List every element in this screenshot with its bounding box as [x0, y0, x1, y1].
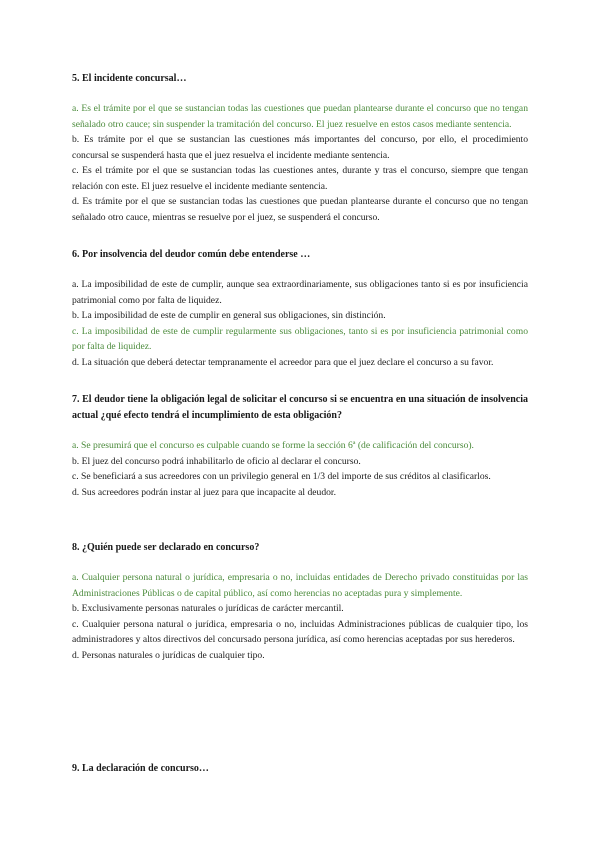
- option-c: c. La imposibilidad de este de cumplir regularmente sus obligaciones, tanto si es por insuficiencia patrimonial como por falta de liquidez.: [72, 325, 528, 352]
- options-list: [72, 277, 528, 370]
- question-7: [72, 392, 528, 500]
- option-d: d. La situación que deberá detectar tempranamente el acreedor para que el juez declare el concurso a su favor.: [72, 356, 494, 368]
- option-c: c. Cualquier persona natural o jurídica, empresaria o no, incluidas Administraciones públicas de cualquier tipo, los administradores y altos directivos del concursado persona jurídica, así como herencias aceptadas por sus herederos.: [72, 618, 528, 645]
- option-a: a. La imposibilidad de este de cumplir, aunque sea extraordinariamente, sus obligaciones tanto si es por insuficiencia patrimonial como por falta de liquidez.: [72, 279, 528, 306]
- option-b: b. Es trámite por el que se sustancian las cuestiones más importantes del concurso, por ello, el procedimiento concursal se suspenderá hasta que el juez resuelva el incidente mediante sentencia.: [72, 134, 528, 161]
- options-list: [72, 570, 528, 663]
- question-title: 8. ¿Quién puede ser declarado en concurso?: [72, 542, 260, 553]
- question-9: [72, 761, 528, 777]
- option-d: d. Es trámite por el que se sustancian todas las cuestiones que puedan plantearse durante el concurso que no tengan señalado otro cauce, mientras se resuelve por el juez, se suspenderá el concurso.: [72, 196, 528, 223]
- option-c: c. Es el trámite por el que se sustancian todas las cuestiones antes, durante y tras el concurso, siempre que tengan relación con este. El juez resuelve el incidente mediante sentencia.: [72, 165, 528, 192]
- question-6: [72, 247, 528, 370]
- option-b: b. Exclusivamente personas naturales o jurídicas de carácter mercantil.: [72, 603, 344, 614]
- option-b: b. La imposibilidad de este de cumplir en general sus obligaciones, sin distinción.: [72, 310, 386, 321]
- option-a: a. Es el trámite por el que se sustancian todas las cuestiones que puedan plantearse durante el concurso que no tengan señalado otro cauce; sin suspender la tramitación del concurso. El juez resuelve en estos casos mediante sentencia.: [72, 103, 528, 130]
- options-list: [72, 438, 528, 500]
- option-d: d. Sus acreedores podrán instar al juez para que incapacite al deudor.: [72, 486, 336, 498]
- question-8: [72, 540, 528, 663]
- option-c: c. Se beneficiará a sus acreedores con un privilegio general en 1/3 del importe de sus créditos al clasificarlos.: [72, 471, 491, 482]
- options-list: [72, 101, 528, 225]
- option-a: a. Se presumirá que el concurso es culpable cuando se forme la sección 6ª (de calificación del concurso).: [72, 440, 474, 451]
- question-title: 6. Por insolvencia del deudor común debe entenderse …: [72, 249, 311, 260]
- option-b: b. El juez del concurso podrá inhabilitarlo de oficio al declarar el concurso.: [72, 455, 361, 467]
- question-title: 5. El incidente concursal…: [72, 73, 187, 84]
- question-5: [72, 71, 528, 225]
- question-title: 7. El deudor tiene la obligación legal de solicitar el concurso si se encuentra en una situación de insolvencia actual ¿qué efecto tendrá el incumplimiento de esta obligación?: [72, 394, 528, 421]
- option-a: a. Cualquier persona natural o jurídica, empresaria o no, incluidas entidades de Derecho privado constituidas por las Administraciones Públicas o de capital público, así como herencias no aceptadas pura y simplemente.: [72, 572, 528, 599]
- option-d: d. Personas naturales o jurídicas de cualquier tipo.: [72, 649, 265, 661]
- question-title: 9. La declaración de concurso…: [72, 763, 209, 774]
